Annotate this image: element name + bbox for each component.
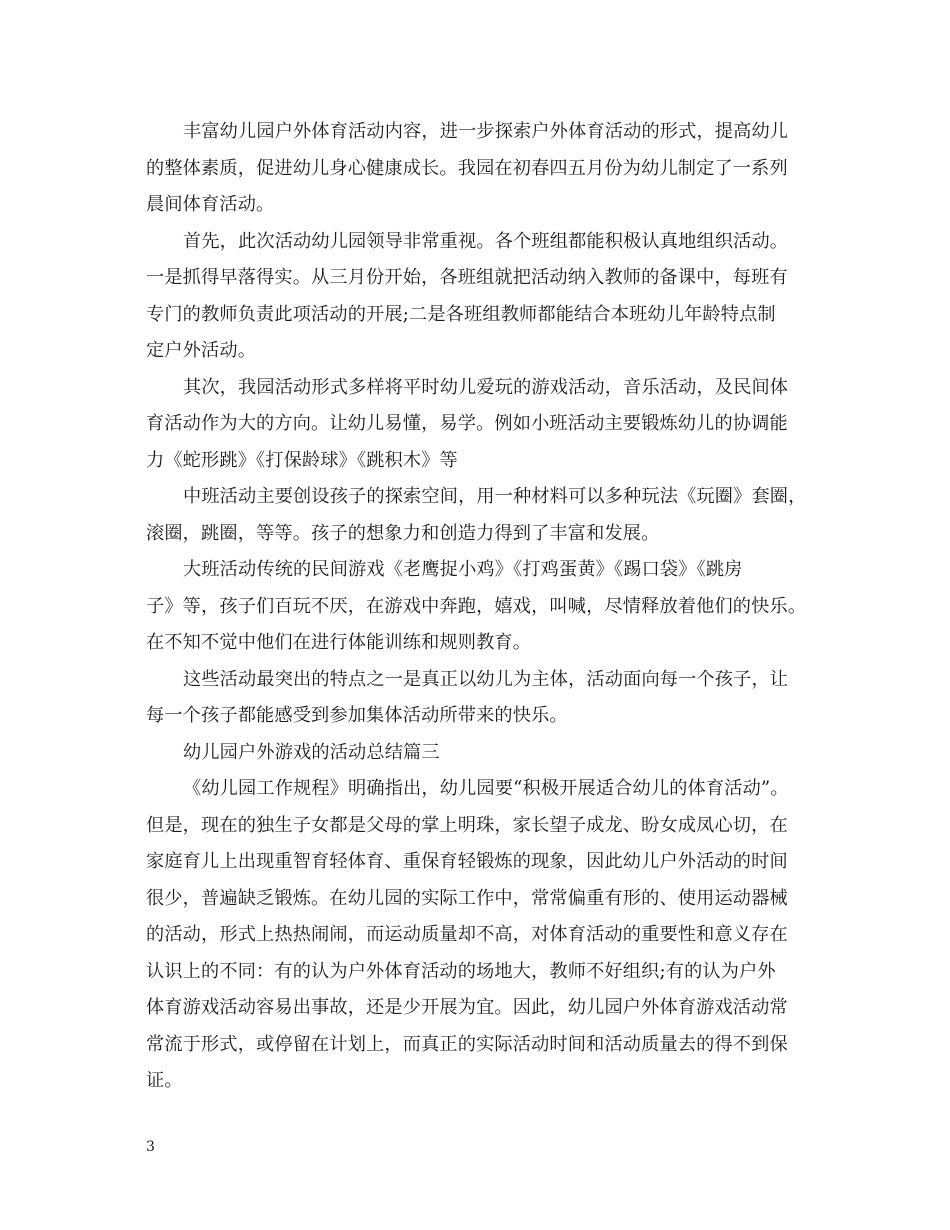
paragraph-2 <box>146 224 826 370</box>
text-line: 在不知不觉中他们在进行体能训练和规则教育。 <box>146 632 532 653</box>
section-heading <box>146 735 826 772</box>
text-line: 家庭育儿上出现重智育轻体育、重保育轻锻炼的现象，因此幼儿户外活动的时间 <box>146 851 788 872</box>
text-line: 其次，我园活动形式多样将平时幼儿爱玩的游戏活动，音乐活动，及民间体 <box>183 376 789 398</box>
text-line: 大班活动传统的民间游戏《老鹰捉小鸡》《打鸡蛋黄》《踢口袋》《跳房 <box>183 559 743 580</box>
paragraph-4 <box>146 479 826 552</box>
text-line: 一是抓得早落得实。从三月份开始，各班组就把活动纳入教师的备课中，每班有 <box>146 267 788 288</box>
text-line: 子》等，孩子们百玩不厌，在游戏中奔跑，嬉戏，叫喊，尽情释放着他们的快乐。 <box>146 595 807 617</box>
paragraph-6 <box>146 662 826 735</box>
section-title: 幼儿园户外游戏的活动总结篇三 <box>183 741 440 763</box>
text-line: 这些活动最突出的特点之一是真正以幼儿为主体，活动面向每一个孩子，让 <box>183 668 789 690</box>
text-line: 丰富幼儿园户外体育活动内容，进一步探索户外体育活动的形式，提高幼儿 <box>183 121 789 142</box>
body-text <box>146 114 826 1100</box>
text-line: 力《蛇形跳》《打保龄球》《跳积木》等 <box>146 449 458 471</box>
text-line: 中班活动主要创设孩子的探索空间，用一种材料可以多种玩法《玩圈》套圈， <box>183 486 807 507</box>
text-line: 证。 <box>146 1070 183 1091</box>
paragraph-8 <box>146 771 826 1100</box>
text-line: 《幼儿园工作规程》明确指出，幼儿园要“积极开展适合幼儿的体育活动”。 <box>183 778 789 799</box>
text-line: 的整体素质，促进幼儿身心健康成长。我园在初春四五月份为幼儿制定了一系列 <box>146 157 788 179</box>
text-line: 定户外活动。 <box>146 340 257 361</box>
page-number: 3 <box>146 1139 155 1155</box>
text-line: 体育游戏活动容易出事故，还是少开展为宜。因此，幼儿园户外体育游戏活动常 <box>146 997 788 1018</box>
text-line: 常流于形式，或停留在计划上，而真正的实际活动时间和活动质量去的得不到保 <box>146 1033 788 1055</box>
text-line: 的活动，形式上热热闹闹，而运动质量却不高，对体育活动的重要性和意义存在 <box>146 924 788 945</box>
paragraph-5 <box>146 552 826 662</box>
text-line: 专门的教师负责此项活动的开展;二是各班组教师都能结合本班幼儿年龄特点制 <box>146 303 776 325</box>
text-line: 认识上的不同：有的认为户外体育活动的场地大，教师不好组织;有的认为户外 <box>146 960 776 982</box>
text-line: 每一个孩子都能感受到参加集体活动所带来的快乐。 <box>146 705 568 726</box>
paragraph-1 <box>146 114 826 224</box>
text-line: 但是，现在的独生子女都是父母的掌上明珠，家长望子成龙、盼女成凤心切，在 <box>146 814 788 836</box>
text-line: 滚圈，跳圈，等等。孩子的想象力和创造力得到了丰富和发展。 <box>146 522 660 544</box>
text-line: 育活动作为大的方向。让幼儿易懂，易学。例如小班活动主要锻炼幼儿的协调能 <box>146 413 788 434</box>
paragraph-3 <box>146 370 826 480</box>
text-line: 很少，普遍缺乏锻炼。在幼儿园的实际工作中，常常偏重有形的、使用运动器械 <box>146 887 788 909</box>
text-line: 晨间体育活动。 <box>146 194 275 215</box>
text-line: 首先，此次活动幼儿园领导非常重视。各个班组都能积极认真地组织活动。 <box>183 230 789 252</box>
